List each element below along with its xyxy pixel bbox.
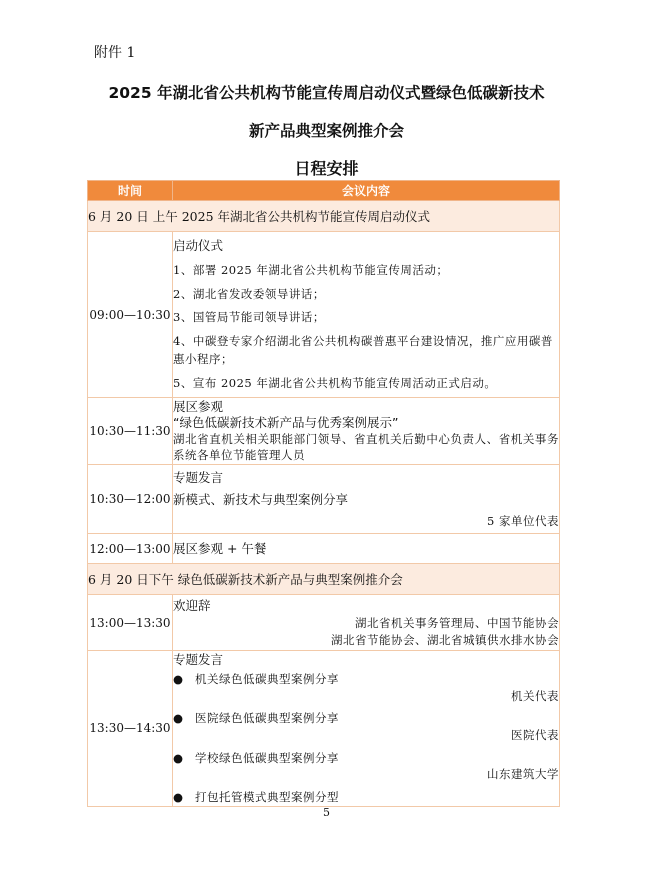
list-item: 2、湖北省发改委领导讲话； (173, 286, 325, 301)
row-content (173, 232, 560, 398)
list-item-text: 学校绿色低碳典型案例分享 (195, 750, 339, 765)
schedule-heading: 日程安排 (294, 159, 359, 178)
list-item (173, 750, 559, 767)
row-heading: 专题发言 (173, 652, 224, 667)
bullet-icon: ● (173, 790, 184, 805)
section-morning-label: 6 月 20 日 上午 2025 年湖北省公共机构节能宣传周启动仪式 (88, 201, 560, 232)
row-content (173, 465, 560, 534)
row-heading: 展区参观 (173, 398, 224, 414)
bullet-icon: ● (173, 750, 184, 765)
topic-text: 新模式、新技术与典型案例分享 (173, 491, 349, 507)
list-item (173, 671, 559, 688)
row-time: 10:30—11:30 (88, 398, 173, 465)
page-number: 5 (323, 806, 330, 819)
table-row (88, 534, 560, 564)
speaker-text: 医院代表 (511, 728, 559, 743)
section-morning (88, 201, 560, 232)
row-content (173, 398, 560, 465)
row-time: 09:00—10:30 (88, 232, 173, 398)
bullet-icon: ● (173, 672, 184, 687)
section-afternoon (88, 564, 560, 595)
bullet-icon: ● (173, 711, 184, 726)
organizer-line: 湖北省机关事务管理局、中国节能协会 (355, 615, 559, 630)
schedule-table (87, 180, 560, 807)
speaker-text: 山东建筑大学 (487, 767, 559, 782)
row-heading: 专题发言 (173, 470, 224, 486)
row-time: 13:00—13:30 (88, 595, 173, 651)
row-content (173, 651, 560, 807)
table-header-row (88, 181, 560, 201)
row-heading: 欢迎辞 (173, 597, 211, 613)
list-item (173, 710, 559, 727)
doc-title-line1: 2025 年湖北省公共机构节能宣传周启动仪式暨绿色低碳新技术 (108, 84, 545, 102)
organizer-line: 湖北省节能协会、湖北省城镇供水排水协会 (331, 632, 559, 647)
header-content: 会议内容 (173, 181, 560, 201)
table-row (88, 398, 560, 465)
participants-text: 湖北省直机关相关职能部门领导、省直机关后勤中心负责人、省机关事务系统各单位节能管理人员 (173, 432, 559, 462)
table-row (88, 595, 560, 651)
row-time: 10:30—12:00 (88, 465, 173, 534)
list-item: 4、中碳登专家介绍湖北省公共机构碳普惠平台建设情况，推广应用碳普惠小程序； (173, 334, 553, 366)
list-item (173, 789, 559, 806)
speaker-text: 机关代表 (511, 688, 559, 703)
list-item: 5、宣布 2025 年湖北省公共机构节能宣传周活动正式启动。 (173, 375, 497, 390)
table-row (88, 465, 560, 534)
header-time: 时间 (88, 181, 173, 201)
row-time: 12:00—13:00 (88, 534, 173, 564)
table-row (88, 232, 560, 398)
row-time: 13:30—14:30 (88, 651, 173, 807)
list-item-text: 医院绿色低碳典型案例分享 (195, 711, 339, 726)
row-heading: 启动仪式 (173, 238, 224, 254)
list-item: 3、国管局节能司领导讲话； (173, 310, 325, 325)
table-row (88, 651, 560, 807)
list-item: 1、部署 2025 年湖北省公共机构节能宣传周活动； (173, 262, 449, 277)
section-afternoon-label: 6 月 20 日下午 绿色低碳新技术新产品与典型案例推介会 (88, 564, 560, 595)
exhibition-title: “绿色低碳新技术新产品与优秀案例展示” (173, 415, 399, 431)
attachment-label: 附件 1 (94, 45, 136, 61)
list-item-text: 打包托管模式典型案例分型 (195, 790, 339, 805)
row-content (173, 595, 560, 651)
row-content: 展区参观 + 午餐 (173, 534, 560, 564)
doc-title-line2: 新产品典型案例推介会 (248, 122, 404, 140)
list-item-text: 机关绿色低碳典型案例分享 (195, 672, 339, 687)
speaker-text: 5 家单位代表 (487, 513, 559, 528)
